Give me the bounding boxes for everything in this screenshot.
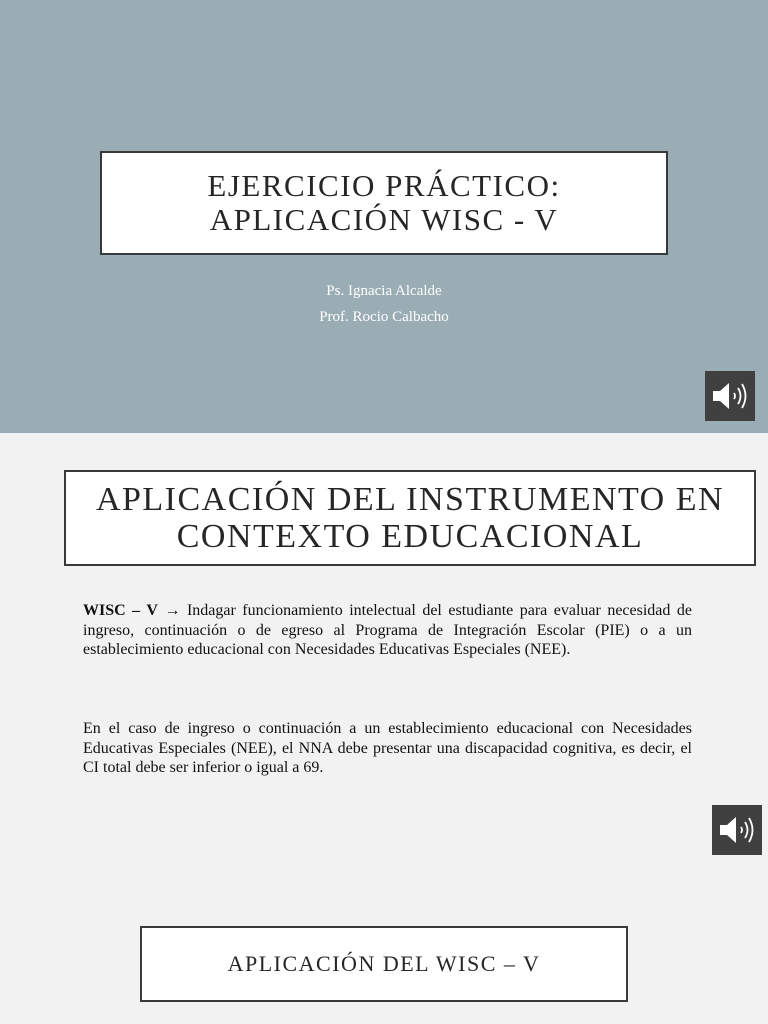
title-line-1: EJERCICIO PRÁCTICO: — [207, 168, 561, 203]
slide-2-title — [64, 470, 756, 566]
author-1: Ps. Ignacia Alcalde — [326, 283, 442, 299]
audio-button[interactable] — [712, 805, 762, 855]
audio-button[interactable] — [705, 371, 755, 421]
paragraph-1 — [83, 601, 692, 660]
paragraph-1-bold: WISC – V — [83, 602, 158, 619]
title-line-2: APLICACIÓN WISC - V — [209, 202, 559, 237]
slide-1-title — [100, 151, 668, 255]
arrow-icon: → — [164, 602, 181, 619]
title-text: APLICACIÓN DEL WISC – V — [227, 951, 541, 976]
authors — [0, 278, 768, 330]
speaker-icon — [710, 379, 750, 413]
slide-3-title — [140, 926, 628, 1002]
paragraph-1-text: Indagar funcionamiento intelectual del estudiante para evaluar necesidad de ingreso, continuación o de egreso al Programa de Integración Escolar (PIE) o a un establecimiento educacional con Necesidades Educativas Especiales (NEE). — [83, 602, 693, 658]
title-line-1: APLICACIÓN DEL INSTRUMENTO EN — [95, 481, 725, 518]
title-line-2: CONTEXTO EDUCACIONAL — [176, 518, 644, 555]
slide-2 — [0, 433, 768, 910]
slide-1 — [0, 0, 768, 433]
paragraph-2: En el caso de ingreso o continuación a un establecimiento educacional con Necesidades Educativas Especiales (NEE), el NNA debe presentar una discapacidad cognitiva, es decir, el CI total debe ser inferior o igual a 69. — [83, 720, 692, 776]
author-2: Prof. Rocio Calbacho — [319, 309, 449, 325]
speaker-icon — [717, 813, 757, 847]
slide-3 — [0, 910, 768, 1024]
